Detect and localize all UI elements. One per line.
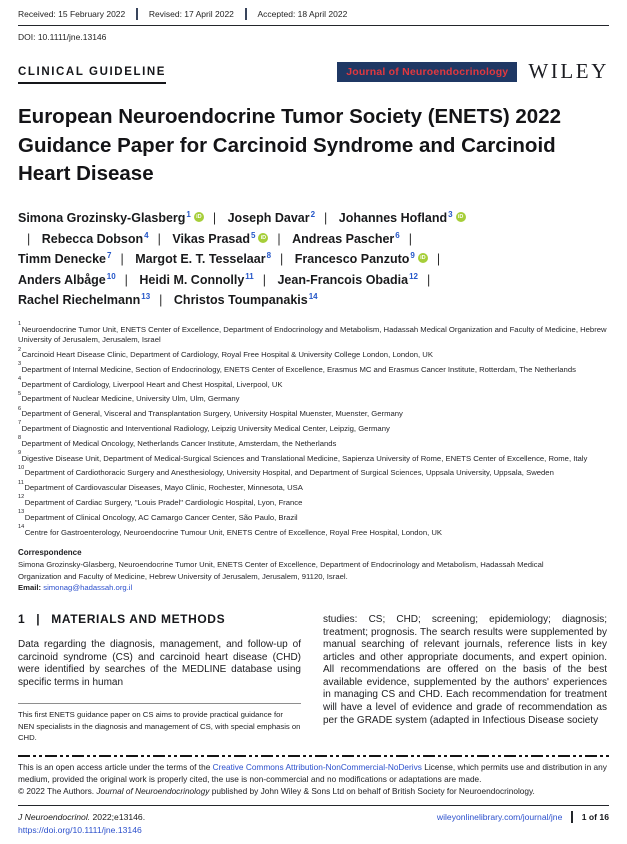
author-name: Francesco Panzuto: [294, 252, 410, 267]
author-divider: |: [436, 252, 441, 267]
author-superscript: 5: [250, 230, 256, 240]
author: [42, 229, 149, 250]
affiliation-text: Department of General, Visceral and Transplantation Surgery, University Hospital Muenster, Muenster, Germany: [21, 409, 403, 419]
affiliation-number: 13: [18, 509, 25, 516]
affiliation-text: Neuroendocrine Tumor Unit, ENETS Center of Excellence, Department of Endocrinology and Metabolism, Hadassah Medical Organization and Faculty of Medicine, Hebrew University of Jerusalem, Jerusalem, Israel: [18, 324, 607, 345]
author-superscript: 6: [395, 230, 400, 240]
author-superscript: 2: [310, 210, 316, 220]
correspondence-text: Simona Grozinsky-Glasberg, Neuroendocrine Tumor Unit, ENETS Center of Excellence, Department of Endocrinology and Metabolism, Hadassah Medical Organization and Faculty of Medicine, Hebrew University of Jerusalem, Jerusalem, 91120, Israel.: [18, 560, 544, 581]
affiliation-text: Centre for Gastroenterology, Neuroendocrine Tumour Unit, ENETS Centre of Excellence, Royal Free Hospital, London, UK: [24, 527, 443, 537]
affiliation: [18, 464, 609, 479]
author: [18, 208, 204, 229]
email-link[interactable]: simonag@hadassah.org.il: [43, 583, 133, 593]
author: [135, 249, 271, 270]
right-column: [323, 612, 607, 744]
affiliation: [18, 390, 609, 405]
copyright-suffix: published by John Wiley & Sons Ltd on behalf of British Society for Neuroendocrinology.: [209, 786, 535, 797]
author-name: Margot E. T. Tesselaar: [135, 252, 266, 267]
category-brand-row: [18, 59, 609, 84]
author-divider: |: [426, 272, 431, 287]
body-paragraph: Data regarding the diagnosis, management, and follow-up of carcinoid syndrome (CS) and carcinoid heart disease (CHD) were identified by searches of the MEDLINE database using specific terms in human: [18, 638, 301, 688]
journal-site-link[interactable]: wileyonlinelibrary.com/journal/jne: [436, 812, 563, 823]
author-superscript: 13: [141, 292, 151, 302]
brand-block: [337, 59, 609, 84]
author-superscript: 8: [266, 251, 272, 261]
left-column: [18, 612, 301, 744]
affiliation-number: 14: [18, 523, 25, 530]
affiliation-text: Department of Cardiovascular Diseases, Mayo Clinic, Rochester, Minnesota, USA: [24, 483, 303, 493]
doi-line: DOI: 10.1111/jne.13146: [18, 32, 107, 42]
affiliation: [18, 346, 609, 361]
author-name: Christos Toumpanakis: [173, 293, 308, 308]
article-body: [18, 612, 609, 744]
author: [277, 270, 418, 291]
dashed-divider: [18, 755, 609, 757]
affiliation: [18, 420, 609, 435]
citation-line: [18, 811, 145, 823]
footer-page-block: [437, 811, 609, 823]
author-superscript: 4: [144, 230, 149, 240]
affiliation-text: Department of Diagnostic and Interventional Radiology, Leipzig University Medical Center, Leipzig, Germany: [21, 424, 390, 434]
affiliation-text: Department of Medical Oncology, Netherlands Cancer Institute, Amsterdam, the Netherlands: [21, 438, 337, 448]
wiley-logo: WILEY: [528, 59, 609, 83]
affiliation-text: Department of Cardiology, Liverpool Heart and Chest Hospital, Liverpool, UK: [21, 379, 283, 389]
author: [18, 270, 116, 291]
journal-badge: Journal of Neuroendocrinology: [337, 62, 517, 82]
article-footnote: This first ENETS guidance paper on CS aims to provide practical guidance for NEN specialists in the diagnosis and management of CS, with special emphasis on CHD.: [18, 703, 301, 744]
body-paragraph: studies: CS; CHD; screening; epidemiology; diagnosis; treatment; prognosis. The search results were supplemented by manual searching of relevant journals, reference lists in key articles and other appropriate documents, and expert opinion. All recommendations are offered on the basis of the best available evidence, supplemented by the authors' experiences in managing CS and CHD. Each recommendation for treatment will have a level of evidence and grade of recommendation as per the GRADE system (adapted in Infectious Disease society: [323, 613, 607, 726]
author-divider: |: [324, 211, 328, 226]
affiliation-number: 11: [18, 479, 24, 486]
author-divider: |: [159, 293, 163, 308]
meta-divider: [136, 8, 138, 20]
affiliation-number: 8: [18, 435, 22, 442]
author-divider: |: [277, 231, 281, 246]
correspondence-label: Correspondence: [18, 548, 82, 558]
affiliation: [18, 450, 609, 465]
affiliation: [18, 321, 609, 347]
author-name: Vikas Prasad: [172, 231, 250, 246]
revised-date: Revised: 17 April 2022: [148, 9, 234, 19]
affiliation-text: Department of Nuclear Medicine, University Ulm, Ulm, Germany: [21, 394, 240, 404]
affiliation: [18, 405, 609, 420]
affiliation: [18, 361, 609, 376]
author-name: Jean-Francois Obadia: [277, 272, 409, 287]
article-category: CLINICAL GUIDELINE: [18, 66, 166, 84]
meta-divider: [245, 8, 247, 20]
page-number: 1 of 16: [581, 812, 609, 823]
doi-link[interactable]: https://doi.org/10.1111/jne.13146: [18, 824, 142, 835]
article-history-row: [18, 8, 609, 26]
page-footer: [18, 805, 609, 836]
accepted-date: Accepted: 18 April 2022: [257, 9, 348, 19]
affiliation: [18, 479, 609, 494]
email-line: [18, 582, 583, 594]
affiliation-text: Department of Cardiothoracic Surgery and Anesthesiology, University Hospital, and Department of Surgical Sciences, Uppsala University, Uppsala, Sweden: [24, 468, 554, 478]
author-name: Heidi M. Connolly: [139, 272, 245, 287]
open-access-suffix: License, which permits use and distribution in any medium, provided the original work is properly cited, the use is non-commercial and no modifications or adaptations are made.: [18, 762, 607, 785]
author-name: Joseph Davar: [227, 211, 310, 226]
author-divider: |: [124, 272, 128, 287]
author: [172, 229, 268, 250]
open-access-statement: [18, 761, 609, 785]
orcid-icon[interactable]: iD: [418, 253, 428, 263]
copyright-line: [18, 785, 609, 797]
article-title: European Neuroendocrine Tumor Society (ENETS) 2022 Guidance Paper for Carcinoid Syndrome and Carcinoid Heart Disease: [18, 105, 561, 186]
author-superscript: 14: [308, 292, 318, 302]
affiliation-text: Digestive Disease Unit, Department of Medical-Surgical Sciences and Translational Medicine, Sapienza University of Rome, ENETS Center of Excellence, Rome, Italy: [21, 453, 588, 463]
affiliation-text: Carcinoid Heart Disease Clinic, Department of Cardiology, Royal Free Hospital & University College London, London, UK: [21, 350, 433, 360]
orcid-icon[interactable]: iD: [194, 212, 204, 222]
author-superscript: 12: [409, 271, 418, 281]
correspondence-block: [18, 548, 583, 594]
citation-journal: J Neuroendocrinol.: [18, 812, 91, 823]
orcid-icon[interactable]: iD: [456, 212, 466, 222]
author: [18, 290, 150, 311]
author-divider: |: [27, 231, 31, 246]
author-name: Johannes Hofland: [338, 211, 448, 226]
author-divider: |: [157, 231, 161, 246]
author: [339, 208, 466, 229]
affiliation: [18, 494, 609, 509]
affiliation-text: Department of Internal Medicine, Section of Endocrinology, ENETS Center of Excellence, Erasmus MC and Erasmus Cancer Institute, Rotterdam, The Netherlands: [21, 364, 576, 374]
author-superscript: 9: [410, 251, 415, 261]
orcid-icon[interactable]: iD: [258, 233, 268, 243]
affiliation-number: 12: [18, 494, 25, 501]
author-divider: |: [212, 211, 217, 226]
affiliation-number: 5: [18, 390, 22, 397]
affiliation-list: [18, 321, 609, 539]
author-divider: |: [280, 252, 284, 267]
author-superscript: 3: [448, 210, 453, 220]
citation-rest: 2022;e13146.: [90, 812, 146, 823]
section-divider: |: [36, 611, 41, 626]
author: [228, 208, 315, 229]
section-heading: [18, 612, 301, 626]
license-link[interactable]: Creative Commons Attribution-NonCommercial-NoDerivs: [212, 762, 422, 773]
author-superscript: 7: [107, 251, 112, 261]
affiliation-number: 7: [18, 420, 22, 427]
author-superscript: 11: [245, 271, 254, 281]
author-divider: |: [120, 252, 124, 267]
open-access-prefix: This is an open access article under the terms of the: [18, 762, 213, 773]
affiliation: [18, 523, 609, 539]
affiliation-number: 3: [18, 361, 22, 368]
affiliation-text: Department of Cardiac Surgery, "Louis Pradel" Cardiologic Hospital, Lyon, France: [24, 497, 303, 507]
author: [292, 229, 400, 250]
footer-divider: [571, 811, 572, 823]
affiliation-number: 1: [18, 321, 22, 327]
copyright-prefix: © 2022 The Authors.: [18, 786, 97, 797]
section-number: 1: [18, 611, 26, 626]
email-label: Email:: [18, 583, 44, 593]
author-divider: |: [408, 231, 412, 246]
affiliation-number: 10: [18, 464, 25, 471]
affiliation: [18, 509, 609, 524]
author-name: Rachel Riechelmann: [18, 293, 141, 308]
author: [18, 249, 111, 270]
section-title: MATERIALS AND METHODS: [51, 611, 226, 626]
affiliation-number: 4: [18, 376, 22, 383]
author-superscript: 1: [186, 210, 191, 220]
author-name: Rebecca Dobson: [41, 231, 144, 246]
author: [295, 249, 428, 270]
author: [174, 290, 318, 311]
author-list: [18, 208, 473, 311]
author: [139, 270, 253, 291]
received-date: Received: 15 February 2022: [18, 9, 126, 19]
affiliation-number: 2: [18, 346, 22, 353]
affiliation-number: 9: [18, 450, 22, 457]
affiliation: [18, 435, 609, 450]
author-name: Andreas Pascher: [292, 231, 395, 246]
footer-citation-block: [18, 811, 145, 836]
affiliation-number: 6: [18, 405, 22, 412]
author-divider: |: [262, 272, 266, 287]
copyright-journal-name: Journal of Neuroendocrinology: [96, 786, 210, 797]
author-name: Simona Grozinsky-Glasberg: [18, 211, 186, 226]
affiliation-text: Department of Clinical Oncology, AC Camargo Cancer Center, São Paulo, Brazil: [24, 512, 298, 522]
author-name: Anders Albåge: [18, 272, 106, 287]
affiliation: [18, 376, 609, 391]
author-superscript: 10: [106, 271, 116, 281]
author-name: Timm Denecke: [18, 252, 107, 267]
